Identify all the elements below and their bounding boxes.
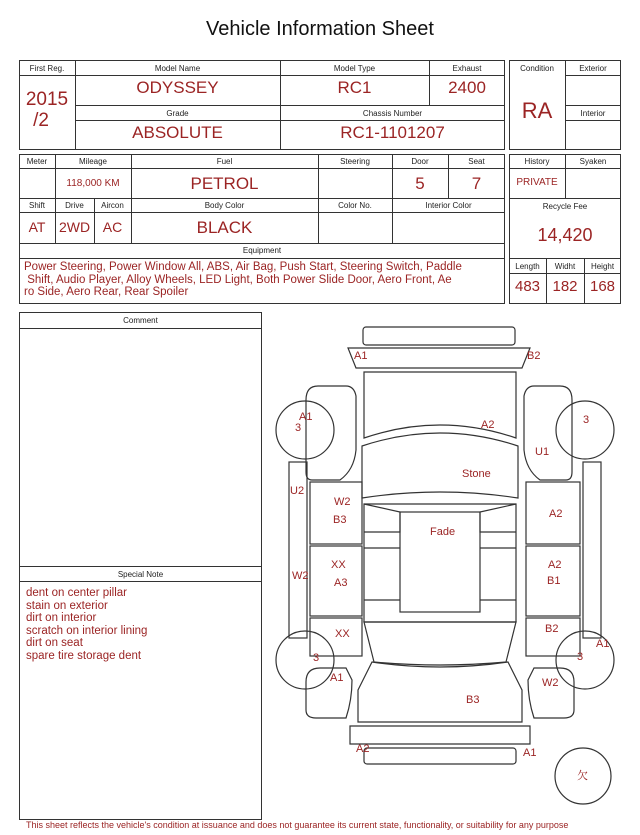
dmg-left-front-door-a: W2 (334, 496, 351, 508)
windshield (362, 433, 518, 498)
dmg-rear-bumper-right: A1 (523, 747, 537, 759)
dmg-right-front-fender: U1 (535, 446, 550, 458)
width-label: Widht (554, 262, 576, 271)
aircon-label: Aircon (101, 201, 124, 210)
chassis-number-label: Chassis Number (362, 109, 423, 118)
equipment-line: Shift, Audio Player, Alloy Wheels, LED Light, Both Power Slide Door, Aero Front, Ae (24, 273, 452, 286)
dmg-right-rear-tire-b: A1 (596, 638, 610, 650)
special-note-label: Special Note (117, 570, 164, 579)
special-note-item: stain on exterior (26, 599, 108, 612)
seat-label: Seat (468, 157, 485, 166)
rear-window (364, 622, 516, 665)
equipment-line: ro Side, Aero Rear, Rear Spoiler (24, 286, 189, 298)
mileage-label: Mileage (78, 157, 107, 166)
history-value: PRIVATE (516, 177, 558, 188)
drive-value: 2WD (58, 219, 91, 235)
special-note-item: dirt on interior (26, 612, 97, 624)
interior-label: Interior (580, 109, 606, 118)
right-rear-quarter-panel (528, 668, 574, 718)
roof-front-pillar-r (480, 504, 516, 532)
dmg-windshield: Stone (462, 468, 491, 480)
dmg-front-left: A1 (354, 350, 368, 362)
equipment-line: Power Steering, Power Window All, ABS, Air Bag, Push Start, Steering Switch, Paddle (24, 261, 462, 273)
roof (364, 504, 516, 622)
dmg-right-rear-door-b: B1 (547, 575, 561, 587)
special-note-item: scratch on interior lining (26, 624, 148, 637)
rear-bumper (350, 726, 530, 744)
special-note-item: spare tire storage dent (26, 649, 142, 662)
first-reg-label: First Reg. (29, 64, 65, 73)
dmg-left-rear-tire: 3 (313, 652, 320, 664)
exhaust-value: 2400 (448, 78, 486, 97)
height-label: Height (590, 262, 615, 271)
model-name-value: ODYSSEY (136, 78, 219, 97)
grade-value: ABSOLUTE (132, 123, 223, 142)
model-type-label: Model Type (333, 64, 376, 73)
disclaimer-footer: This sheet reflects the vehicle's condition at issuance and does not guarantee its current state, functionality, or suitability for any purpose (26, 820, 569, 830)
dmg-left-rear-quarter: W2 (292, 570, 309, 582)
drive-label: Drive (65, 201, 84, 210)
grade-label: Grade (166, 109, 189, 118)
dmg-left-front-door-b: B3 (333, 514, 347, 526)
roof-side-l (364, 548, 400, 600)
exterior-label: Exterior (579, 64, 607, 73)
length-value: 483 (514, 278, 541, 295)
rear-left-tire (276, 631, 334, 689)
left-side-front-door (310, 482, 362, 544)
dmg-right-rear-quarter: B2 (545, 623, 559, 635)
history-label: History (524, 157, 550, 166)
dmg-left-front-fender: U2 (290, 485, 305, 497)
condition-grade: RA (521, 98, 553, 123)
tailgate (358, 662, 522, 722)
dmg-roof: Fade (430, 526, 456, 538)
model-name-label: Model Name (154, 64, 201, 73)
dmg-hood: A2 (481, 419, 495, 431)
dmg-left-front-tire-a: A1 (299, 411, 313, 423)
aircon-value: AC (102, 219, 123, 235)
shift-value: AT (28, 219, 46, 235)
color-no-label: Color No. (338, 201, 372, 210)
width-value: 182 (552, 278, 578, 295)
interior-color-label: Interior Color (425, 201, 472, 210)
dmg-rear-bumper-left: A2 (356, 743, 370, 755)
first-reg-month: /2 (33, 110, 49, 131)
left-front-fender (306, 386, 356, 480)
dmg-right-rear-door-a: A2 (548, 559, 562, 571)
front-bumper-lower (348, 348, 530, 368)
length-label: Length (515, 262, 540, 271)
door-label: Door (411, 157, 429, 166)
syaken-label: Syaken (579, 157, 607, 166)
dmg-right-front-door: A2 (549, 508, 563, 520)
dmg-right-rear-tire-a: 3 (577, 651, 584, 663)
right-front-fender (524, 386, 572, 480)
dmg-left-rear-door-b: A3 (334, 577, 348, 589)
front-right-tire (556, 401, 614, 459)
front-bumper (363, 327, 515, 345)
roof-side-r (480, 548, 516, 600)
meter-label: Meter (26, 157, 48, 166)
dmg-left-rear-panel: XX (335, 628, 350, 640)
recycle-fee-label: Recycle Fee (542, 202, 588, 211)
fuel-value: PETROL (190, 174, 259, 193)
recycle-fee-value: 14,420 (537, 225, 593, 245)
dmg-right-front-tire: 3 (583, 414, 590, 426)
dmg-left-rear-bumper-side: A1 (330, 672, 344, 684)
special-note-item: dent on center pillar (26, 587, 128, 599)
exhaust-label: Exhaust (452, 64, 482, 73)
model-type-value: RC1 (337, 78, 372, 97)
dmg-right-rear-side: W2 (542, 677, 559, 689)
chassis-number-value: RC1-1101207 (340, 123, 445, 142)
door-value: 5 (415, 174, 425, 193)
front-left-tire (276, 401, 334, 459)
body-color-value: BLACK (196, 218, 253, 237)
dmg-left-rear-door-a: XX (331, 559, 346, 571)
steering-label: Steering (340, 157, 370, 166)
first-reg-year: 2015 (25, 89, 69, 110)
dmg-front-right: B2 (527, 350, 541, 362)
comment-label: Comment (123, 316, 158, 325)
special-note-item: dirt on seat (26, 637, 83, 649)
seat-value: 7 (471, 174, 482, 193)
roof-front-pillar-l (364, 504, 400, 532)
rear-bumper-lower (364, 748, 516, 764)
shift-label: Shift (28, 201, 45, 210)
dmg-tailgate: B3 (466, 694, 480, 706)
sheet-title: Vehicle Information Sheet (206, 18, 434, 40)
fuel-label: Fuel (216, 157, 233, 166)
height-value: 168 (589, 278, 616, 295)
right-rocker (583, 462, 601, 638)
equipment-label: Equipment (242, 246, 282, 255)
condition-label: Condition (520, 64, 554, 73)
body-color-label: Body Color (204, 201, 245, 210)
mileage-value: 118,000 KM (66, 178, 120, 189)
dmg-left-front-tire-b: 3 (295, 422, 302, 434)
dmg-spare-tire: 欠 (577, 770, 588, 782)
